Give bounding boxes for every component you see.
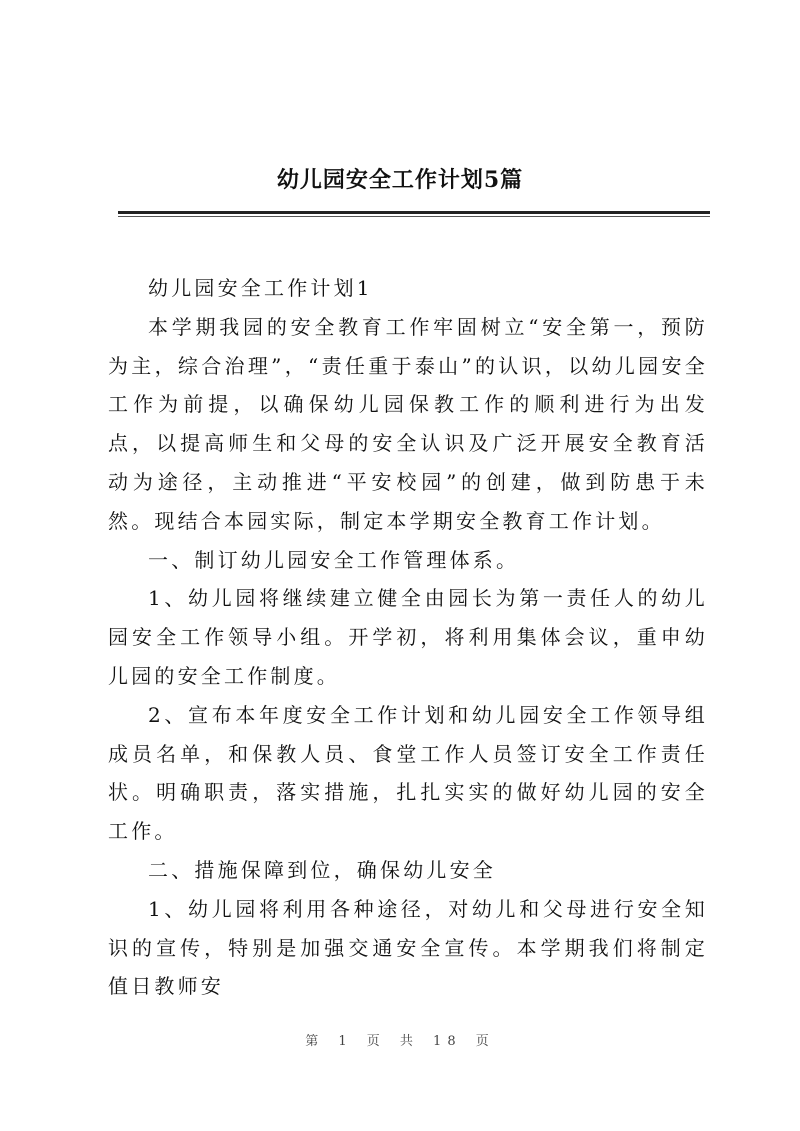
title-underline-thin — [118, 216, 710, 217]
title-underline — [118, 211, 710, 214]
document-body — [108, 269, 708, 1006]
paragraph: 本学期我园的安全教育工作牢固树立“安全第一，预防为主，综合治理”，“责任重于泰山”的认识，以幼儿园安全工作为前提，以确保幼儿园保教工作的顺利进行为出发点，以提高师生和父母的安全认识及广泛开展安全教育活动为途径，主动推进“平安校园”的创建，做到防患于未然。现结合本园实际，制定本学期安全教育工作计划。 — [108, 314, 708, 533]
paragraph: 1、幼儿园将利用各种途径，对幼儿和父母进行安全知识的宣传，特别是加强交通安全宣传。本学期我们将制定值日教师安 — [108, 896, 708, 999]
page-number-footer: 第 1 页 共 18 页 — [305, 1034, 495, 1049]
section-heading: 幼儿园安全工作计划1 — [148, 276, 373, 300]
paragraph: 1、幼儿园将继续建立健全由园长为第一责任人的幼儿园安全工作领导小组。开学初，将利用集体会议，重申幼儿园的安全工作制度。 — [108, 586, 708, 688]
paragraph: 2、宣布本年度安全工作计划和幼儿园安全工作领导组成员名单，和保教人员、食堂工作人员签订安全工作责任状。明确职责，落实措施，扎扎实实的做好幼儿园的安全工作。 — [108, 702, 708, 844]
subheading: 一、制订幼儿园安全工作管理体系。 — [148, 547, 520, 572]
subheading: 二、措施保障到位，确保幼儿安全 — [148, 857, 496, 882]
document-title: 幼儿园安全工作计划5篇 — [276, 167, 524, 193]
